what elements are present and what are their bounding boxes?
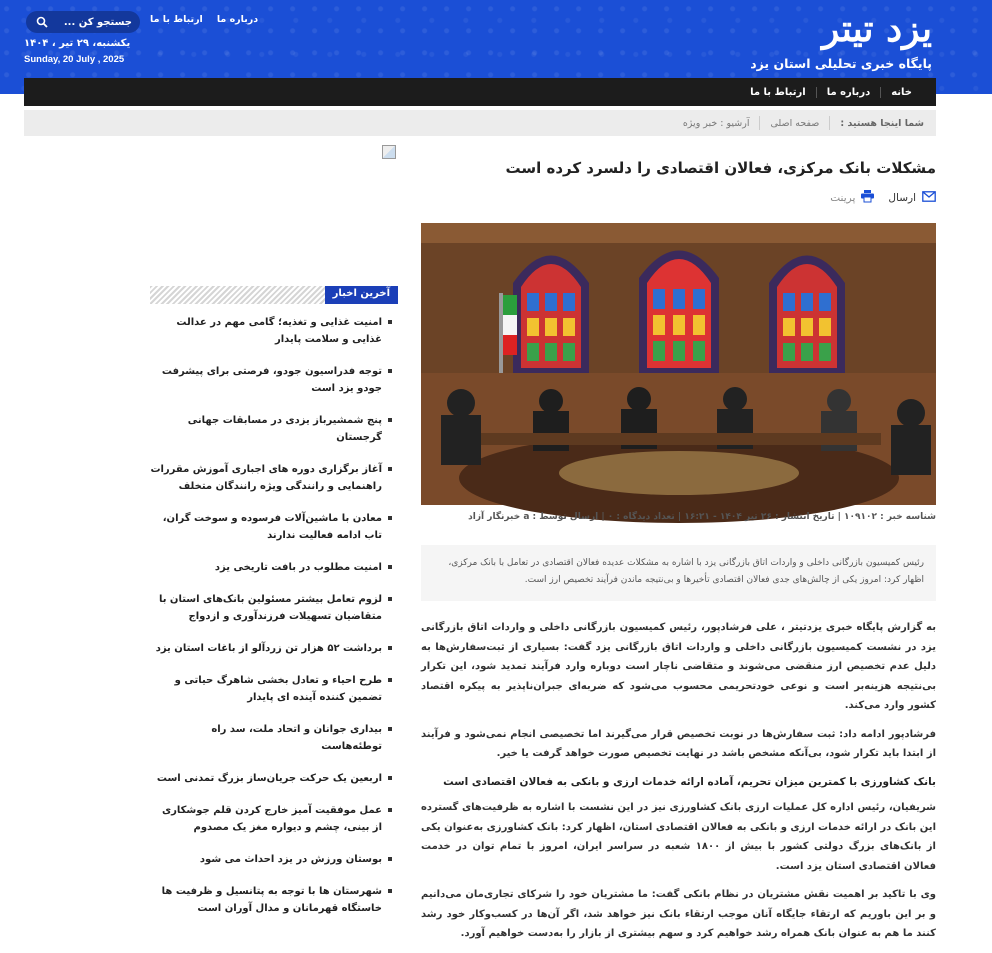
top-link-contact[interactable]: ارتباط با ما xyxy=(150,14,203,25)
article-meta: شناسه خبر : ۱۰۹۱۰۲ | تاریخ انتشار : ۲۶ تیر ۱۴۰۴ - ۱۶:۲۱ | تعداد دیدگاه : ۰ | ارسال توسط : a خبرنگار آزاد xyxy=(468,512,936,522)
breadcrumb-separator xyxy=(829,116,830,130)
breadcrumb-home[interactable]: صفحه اصلی xyxy=(770,117,820,129)
article-body xyxy=(421,618,936,953)
news-item[interactable]: توجه فدراسیون جودو، فرصتی برای پیشرفت جودو یزد است xyxy=(150,363,392,397)
broken-image-icon xyxy=(382,145,396,159)
news-item[interactable]: طرح احیاء و تعادل بخشی شاهرگ حیاتی و تضمین کننده آینده ای پایدار xyxy=(150,672,392,706)
article-paragraph: فرشادپور ادامه داد: ثبت سفارش‌ها در نوبت تخصیص قرار می‌گیرند اما تخصیصی انجام نمی‌شود و فرآیند از ابتدا باید تکرار شود، بی‌آنکه مشخص باشد در نهایت تخصیص صورت خواهد گرفت یا خیر. xyxy=(421,728,936,759)
printer-icon[interactable] xyxy=(861,190,874,205)
share-tools xyxy=(830,190,936,205)
news-item[interactable]: آغاز برگزاری دوره های اجباری آموزش مقررات راهنمایی و رانندگی ویژه رانندگان متخلف xyxy=(150,461,392,495)
article-subheading: بانک کشاورزی با کمترین میزان تحریم، آماده ارائه خدمات ارزی و بانکی به فعالان اقتصادی است xyxy=(443,775,936,788)
article-paragraph: به گزارش پایگاه خبری یزدتیتر ، علی فرشادپور، رئیس کمیسیون بازرگانی داخلی و واردات اتاق بازرگانی یزد در نشست کمیسیون بازرگانی داخلی و واردات اتاق بازرگانی یزد گفت: بسیاری از ثبت‌سفارش‌ها به دلیل عدم تخصیص ارز منقضی می‌شوند و متقاضی ناچار است دوباره وارد فرآیند تمدید شود، این تکرار بی‌نتیجه هزینه‌بر است و نوعی خودتحریمی محسوب می‌شود که ضربه‌ای جبران‌ناپذیر به پیکره اقتصاد کشور وارد می‌کند. xyxy=(421,622,936,711)
news-item[interactable]: بوستان ورزش در یزد احداث می شود xyxy=(150,851,392,868)
search-icon[interactable] xyxy=(34,14,50,30)
sidebar-heading-bar xyxy=(150,286,398,304)
site-tagline: پایگاه خبری تحلیلی استان یزد xyxy=(750,56,932,71)
news-item[interactable]: امنیت مطلوب در بافت تاریخی یزد xyxy=(150,559,392,576)
news-item[interactable]: بیداری جوانان و اتحاد ملت، سد راه توطئه‌هاست xyxy=(150,721,392,755)
site-logo[interactable]: یزد تیتر xyxy=(821,8,932,50)
mail-icon[interactable] xyxy=(922,191,936,205)
news-item[interactable]: امنیت غذایی و تغذیه؛ گامی مهم در عدالت غذایی و سلامت پایدار xyxy=(150,314,392,348)
nav-item-about[interactable]: درباره ما xyxy=(816,87,881,98)
latest-news-sidebar xyxy=(150,286,398,932)
search-placeholder: جستجو کن ... xyxy=(63,16,132,28)
nav-item-contact[interactable]: ارتباط با ما xyxy=(750,86,806,98)
breadcrumb-archive[interactable]: آرشیو : خبر ویژه xyxy=(682,117,750,129)
news-list xyxy=(150,314,398,917)
article-title: مشکلات بانک مرکزی، فعالان اقتصادی را دلسرد کرده است xyxy=(505,159,936,177)
date-gregorian: Sunday, 20 July , 2025 xyxy=(24,54,125,65)
print-button[interactable]: پرینت xyxy=(830,191,856,204)
breadcrumb-separator xyxy=(759,116,760,130)
nav-item-home[interactable]: خانه xyxy=(880,87,922,98)
news-item[interactable]: پنج شمشیرباز یزدی در مسابقات جهانی گرجستان xyxy=(150,412,392,446)
news-item[interactable]: برداشت ۵۲ هزار تن زردآلو از باغات استان یزد xyxy=(150,640,392,657)
news-item[interactable]: شهرستان ها با توجه به پتانسیل و ظرفیت ها خاستگاه قهرمانان و مدال آوران است xyxy=(150,883,392,917)
article-paragraph: شریفیان، رئیس اداره کل عملیات ارزی بانک کشاورزی نیز در این نشست با اشاره به ظرفیت‌های گسترده این بانک در ارائه خدمات ارزی و بانکی به فعالان اقتصادی استان، اظهار کرد: بانک کشاورزی به‌عنوان یکی از بانک‌های بزرگ دولتی کشور با بیش از ۱۸۰۰ شعبه در سراسر ایران، امروز با تمام توان در خدمت فعالان اقتصادی استان یزد است. xyxy=(421,802,936,872)
article-paragraph: وی با تاکید بر اهمیت نقش مشتریان در نظام بانکی گفت: ما مشتریان خود را شرکای تجاری‌مان می‌دانیم و بر این باوریم که ارتقاء جایگاه آنان موجب ارتقاء بانک نیز خواهد شد، اگر آن‌ها در کسب‌وکار خود رشد کنند ما هم به عنوان بانک همراه رشد خواهیم کرد و سهم بیشتری از بازار را به‌دست خواهیم آورد. xyxy=(421,889,936,939)
article-photo xyxy=(421,223,936,505)
top-link-about[interactable]: درباره ما xyxy=(216,14,259,25)
article-lead: رئیس کمیسیون بازرگانی داخلی و واردات اتاق بازرگانی یزد با اشاره به مشکلات عدیده فعالان اقتصادی در تعامل با بانک مرکزی، اظهار کرد: امروز یکی از چالش‌های جدی فعالان اقتصادی تأخیرها و بی‌نتیجه ماندن فرآیند تخصیص ارز است. xyxy=(421,545,936,601)
breadcrumb xyxy=(24,110,936,136)
news-item[interactable]: اربعین یک حرکت جریان‌ساز بزرگ تمدنی است xyxy=(150,770,392,787)
sidebar-heading: آخرین اخبار xyxy=(325,286,398,304)
news-item[interactable]: عمل موفقیت آمیز خارج کردن قلم جوشکاری از بینی، چشم و دیواره مغز یک مصدوم xyxy=(150,802,392,836)
search-input[interactable] xyxy=(26,11,140,33)
breadcrumb-label: شما اینجا هستید : xyxy=(840,117,924,129)
date-persian: یکشنبه، ۲۹ تیر ، ۱۴۰۴ xyxy=(24,38,131,49)
send-button[interactable]: ارسال xyxy=(888,191,916,204)
news-item[interactable]: معادن با ماشین‌آلات فرسوده و سوخت گران، تاب ادامه فعالیت ندارند xyxy=(150,510,392,544)
news-item[interactable]: لزوم تعامل بیشتر مسئولین بانک‌های استان با متقاضیان تسهیلات فرزندآوری و ازدواج xyxy=(150,591,392,625)
main-nav xyxy=(24,78,936,106)
top-links xyxy=(150,14,258,25)
